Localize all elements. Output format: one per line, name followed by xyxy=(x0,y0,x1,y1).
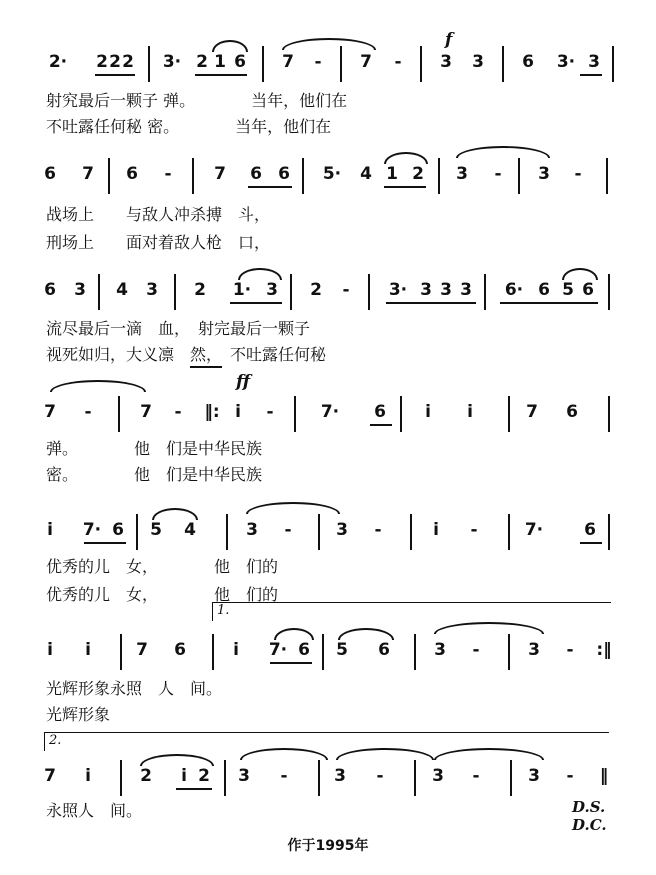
note: 2 xyxy=(412,164,424,184)
note: i xyxy=(85,766,91,786)
lyric-verse1: 优秀的儿 女， 他 们的 xyxy=(46,557,279,576)
barline xyxy=(118,396,120,432)
note: - xyxy=(494,164,502,184)
note: 1· xyxy=(232,280,252,300)
note: 3 xyxy=(588,52,600,72)
underline xyxy=(84,542,126,544)
slur xyxy=(338,628,394,640)
note: 6 xyxy=(278,164,290,184)
note: - xyxy=(566,640,574,660)
slur xyxy=(238,268,282,280)
notes-row-5 xyxy=(0,520,656,554)
note: 7· xyxy=(524,520,544,540)
note: i xyxy=(181,766,187,786)
note: 2 xyxy=(140,766,152,786)
note: 3 xyxy=(440,52,452,72)
barline xyxy=(608,396,610,432)
da-capo-mark: D.C. xyxy=(572,816,607,834)
barline xyxy=(108,158,110,194)
note: i xyxy=(467,402,473,422)
note: i xyxy=(85,640,91,660)
lyric-verse2: 光辉形象 xyxy=(46,705,111,724)
barline xyxy=(224,760,226,796)
barline xyxy=(148,46,150,82)
note: - xyxy=(266,402,274,422)
lyric-underline xyxy=(190,366,222,368)
barline xyxy=(212,634,214,670)
tie xyxy=(50,380,146,392)
note: 7 xyxy=(214,164,226,184)
barline xyxy=(420,46,422,82)
note: i xyxy=(433,520,439,540)
underline xyxy=(176,788,212,790)
dynamic-fortissimo: ff xyxy=(236,372,251,392)
underline xyxy=(95,74,135,76)
barline xyxy=(608,514,610,550)
lyric-verse2: 密。 他 们是中华民族 xyxy=(46,465,263,484)
note: 3 xyxy=(456,164,468,184)
barline xyxy=(174,274,176,310)
note: 5 xyxy=(562,280,574,300)
note: 5· xyxy=(322,164,342,184)
underline xyxy=(195,74,247,76)
barline xyxy=(226,514,228,550)
lyric-verse1: 永照人 间。 xyxy=(46,801,143,820)
note: 2 xyxy=(96,52,108,72)
note: 3 xyxy=(238,766,250,786)
note: i xyxy=(235,402,241,422)
note: 7 xyxy=(44,402,56,422)
barline xyxy=(322,634,324,670)
underline xyxy=(370,424,392,426)
repeat-end: :‖ xyxy=(596,640,612,660)
note: 2 xyxy=(196,52,208,72)
note: 5 xyxy=(150,520,162,540)
note: 7· xyxy=(268,640,288,660)
lyric-verse1: 光辉形象永照 人 间。 xyxy=(46,679,223,698)
note: 2 xyxy=(198,766,210,786)
note: 7 xyxy=(140,402,152,422)
barline xyxy=(414,634,416,670)
notes-row-1 xyxy=(0,52,656,86)
note: 6 xyxy=(44,280,56,300)
composition-date: 作于1995年 xyxy=(287,838,369,854)
barline xyxy=(612,46,614,82)
barline xyxy=(508,396,510,432)
note: 2 xyxy=(122,52,134,72)
barline xyxy=(318,514,320,550)
note: 6 xyxy=(112,520,124,540)
underline xyxy=(386,302,476,304)
note: 6 xyxy=(126,164,138,184)
note: 2 xyxy=(194,280,206,300)
lyric-verse2: 视死如归，大义凛 然， 不吐露任何秘 xyxy=(46,345,327,364)
lyric-verse1: 流尽最后一滴 血， 射完最后一颗子 xyxy=(46,319,311,338)
note: - xyxy=(376,766,384,786)
note: 3 xyxy=(434,640,446,660)
underline xyxy=(384,186,426,188)
note: 6 xyxy=(250,164,262,184)
note: 6 xyxy=(44,164,56,184)
note: 6 xyxy=(378,640,390,660)
note: 6 xyxy=(298,640,310,660)
note: - xyxy=(174,402,182,422)
note: i xyxy=(233,640,239,660)
barline xyxy=(508,514,510,550)
note: 3 xyxy=(440,280,452,300)
lyric-verse2: 不吐露任何秘 密。 当年，他们在 xyxy=(46,117,332,136)
note: 7 xyxy=(82,164,94,184)
barline xyxy=(290,274,292,310)
barline xyxy=(510,760,512,796)
underline xyxy=(580,542,602,544)
note: 6 xyxy=(234,52,246,72)
slur xyxy=(384,152,428,164)
barline xyxy=(192,158,194,194)
barline xyxy=(508,634,510,670)
note: 6 xyxy=(522,52,534,72)
barline xyxy=(302,158,304,194)
barline xyxy=(410,514,412,550)
underline xyxy=(230,302,282,304)
barline xyxy=(262,46,264,82)
note: 3 xyxy=(266,280,278,300)
note: 7· xyxy=(320,402,340,422)
note: 3· xyxy=(556,52,576,72)
slur xyxy=(562,268,598,280)
note: - xyxy=(566,766,574,786)
note: - xyxy=(574,164,582,184)
tie xyxy=(282,38,376,50)
barline xyxy=(502,46,504,82)
note: - xyxy=(84,402,92,422)
note: 3 xyxy=(472,52,484,72)
notes-row-6 xyxy=(0,640,656,674)
note: 3 xyxy=(528,766,540,786)
barline xyxy=(608,274,610,310)
note: 3 xyxy=(74,280,86,300)
note: i xyxy=(425,402,431,422)
note: - xyxy=(374,520,382,540)
lyric-verse2: 刑场上 面对着敌人枪 口， xyxy=(46,233,271,252)
note: 7 xyxy=(526,402,538,422)
tie xyxy=(456,146,550,158)
dal-segno-mark: D.S. xyxy=(572,798,606,816)
note: 1 xyxy=(214,52,226,72)
tie xyxy=(246,502,340,514)
final-barline: ‖ xyxy=(599,766,609,786)
barline xyxy=(414,760,416,796)
barline xyxy=(518,158,520,194)
note: - xyxy=(284,520,292,540)
tie xyxy=(434,622,544,634)
barline xyxy=(484,274,486,310)
note: 5 xyxy=(336,640,348,660)
note: i xyxy=(47,640,53,660)
note: 3 xyxy=(528,640,540,660)
note: 3 xyxy=(538,164,550,184)
note: 6 xyxy=(538,280,550,300)
barline xyxy=(438,158,440,194)
slur xyxy=(274,628,314,640)
note: 6 xyxy=(582,280,594,300)
note: 3 xyxy=(334,766,346,786)
note: 6 xyxy=(374,402,386,422)
note: - xyxy=(394,52,402,72)
dynamic-forte: f xyxy=(445,30,453,50)
lyric-verse2: 优秀的儿 女， 他 们的 xyxy=(46,585,279,604)
barline xyxy=(120,634,122,670)
note: 3 xyxy=(336,520,348,540)
barline xyxy=(400,396,402,432)
note: 6· xyxy=(504,280,524,300)
note: - xyxy=(314,52,322,72)
note: - xyxy=(280,766,288,786)
volta-first-ending: 1. xyxy=(212,602,611,621)
note: 7· xyxy=(82,520,102,540)
repeat-start: ‖: xyxy=(204,402,220,422)
underline xyxy=(580,74,602,76)
notes-row-7 xyxy=(0,766,656,800)
note: 2· xyxy=(48,52,68,72)
note: 2 xyxy=(109,52,121,72)
notes-row-2 xyxy=(0,164,656,198)
note: 6 xyxy=(566,402,578,422)
underline xyxy=(500,302,598,304)
slur xyxy=(140,754,214,766)
underline xyxy=(270,662,312,664)
note: 4 xyxy=(360,164,372,184)
barline xyxy=(606,158,608,194)
note: 3· xyxy=(388,280,408,300)
barline xyxy=(318,760,320,796)
barline xyxy=(294,396,296,432)
note: 3 xyxy=(432,766,444,786)
barline xyxy=(136,514,138,550)
note: 4 xyxy=(116,280,128,300)
note: 6 xyxy=(174,640,186,660)
note: - xyxy=(164,164,172,184)
barline xyxy=(340,46,342,82)
note: 3 xyxy=(460,280,472,300)
note: 4 xyxy=(184,520,196,540)
slur xyxy=(152,508,198,520)
note: 2 xyxy=(310,280,322,300)
note: 7 xyxy=(136,640,148,660)
notes-row-3 xyxy=(0,280,656,314)
barline xyxy=(98,274,100,310)
note: - xyxy=(470,520,478,540)
note: - xyxy=(342,280,350,300)
note: 7 xyxy=(360,52,372,72)
note: i xyxy=(47,520,53,540)
note: - xyxy=(472,766,480,786)
lyric-verse1: 战场上 与敌人冲杀搏 斗， xyxy=(46,205,271,224)
barline xyxy=(368,274,370,310)
notes-row-4 xyxy=(0,402,656,436)
slur xyxy=(212,40,248,52)
underline xyxy=(248,186,292,188)
note: 3 xyxy=(246,520,258,540)
lyric-verse1: 射究最后一颗子 弹。 当年，他们在 xyxy=(46,91,348,110)
note: - xyxy=(472,640,480,660)
note: 1 xyxy=(386,164,398,184)
note: 6 xyxy=(584,520,596,540)
volta-second-ending: 2. xyxy=(44,732,609,751)
note: 3 xyxy=(146,280,158,300)
note: 7 xyxy=(44,766,56,786)
barline xyxy=(120,760,122,796)
note: 3 xyxy=(420,280,432,300)
lyric-verse1: 弹。 他 们是中华民族 xyxy=(46,439,263,458)
note: 7 xyxy=(282,52,294,72)
note: 3· xyxy=(162,52,182,72)
